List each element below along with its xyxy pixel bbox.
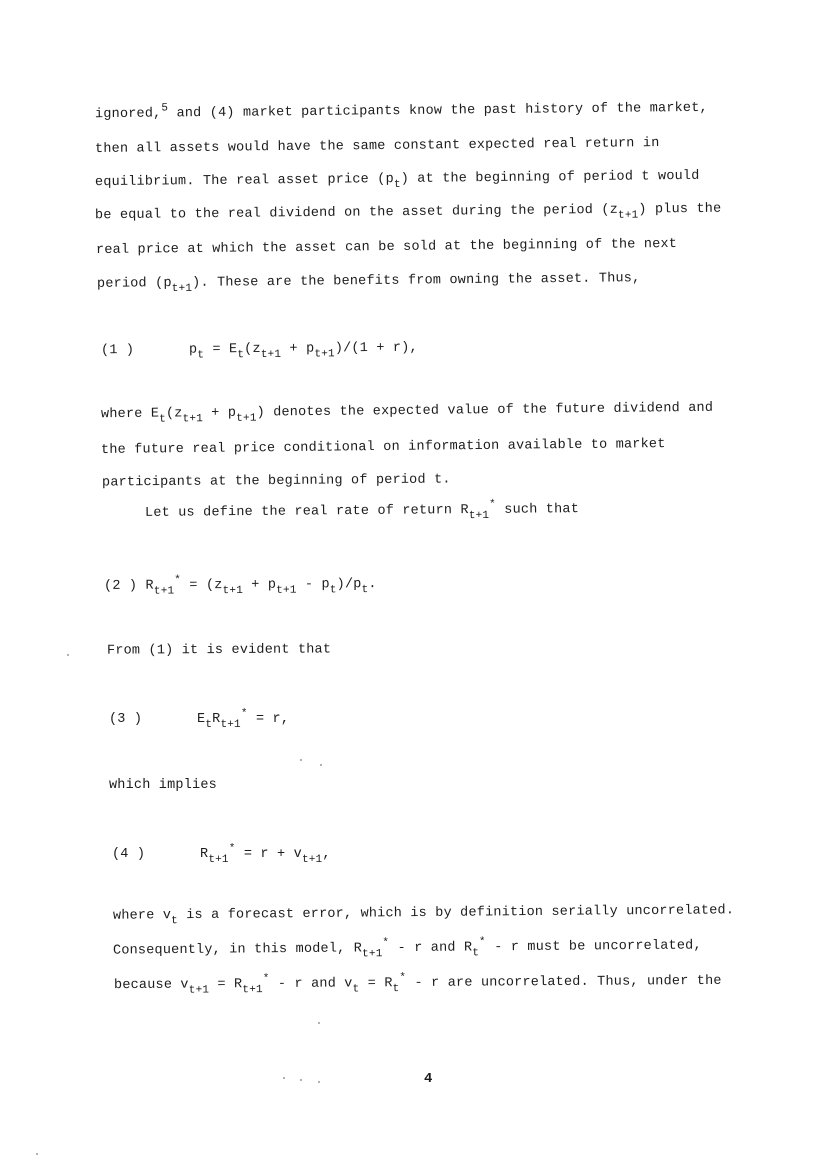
body-line	[144, 498, 580, 523]
body-line	[95, 136, 660, 157]
text: = (z	[181, 578, 223, 594]
superscript: *	[399, 972, 407, 985]
text: where v	[112, 908, 172, 924]
superscript: *	[382, 937, 390, 950]
superscript: *	[489, 498, 496, 511]
body-line	[102, 472, 451, 490]
text: = r + v	[235, 847, 302, 862]
text: R	[212, 712, 221, 727]
subscript: t	[392, 983, 400, 996]
scan-speck	[318, 1022, 320, 1024]
subscript: t	[237, 349, 245, 362]
text: - r must be uncorrelated,	[485, 938, 702, 956]
text: = R	[359, 976, 393, 992]
text: = r,	[247, 712, 290, 727]
subscript: t+1	[171, 282, 193, 296]
text: ) plus the	[638, 201, 722, 218]
text: period (p	[96, 276, 172, 292]
text: be equal to the real dividend on the asset during the period (z	[94, 202, 619, 224]
body-line	[95, 101, 708, 122]
scan-speck	[300, 1079, 302, 1081]
equation-number: (3 )	[109, 712, 143, 727]
text: - p	[296, 577, 330, 593]
text: = E	[204, 342, 238, 358]
superscript: *	[478, 936, 486, 949]
subscript: t+1	[314, 348, 335, 361]
text: ). These are the benefits from owning the asset. Thus,	[192, 271, 641, 291]
text: )/(1 + r),	[334, 340, 418, 357]
subscript: t+1	[362, 948, 383, 961]
text: .	[368, 577, 377, 593]
text: real price at which the asset can be sold at the beginning of the next	[95, 236, 678, 259]
subscript: t+1	[468, 509, 490, 523]
subscript: t+1	[242, 984, 263, 997]
equation-4	[112, 843, 331, 866]
text: E	[197, 712, 206, 727]
text: - r and v	[269, 976, 353, 993]
scan-speck	[36, 1153, 38, 1155]
scan-speck	[283, 1077, 285, 1079]
body-line	[112, 936, 702, 961]
subscript: t+1	[222, 584, 244, 598]
subscript: t	[329, 584, 337, 597]
text: the future real price conditional on information available to market	[100, 437, 666, 458]
subscript: t	[171, 915, 179, 928]
subscript: t	[472, 947, 480, 960]
body-line	[95, 202, 722, 224]
body-line	[101, 437, 666, 458]
equation-number: (4 )	[112, 847, 146, 862]
subscript: t+1	[220, 719, 241, 731]
equation-number: (1 )	[100, 343, 135, 359]
subscript: t+1	[617, 209, 639, 222]
body-line	[109, 778, 217, 793]
text: because v	[113, 977, 189, 994]
body-line	[107, 642, 331, 658]
subscript: t+1	[236, 412, 257, 425]
subscript: t+1	[182, 413, 204, 426]
subscript: t+1	[276, 584, 297, 597]
text: + p	[202, 405, 237, 422]
body-line	[95, 169, 700, 190]
text: is a forecast error, which is by definition serially uncorrelated.	[177, 903, 735, 924]
scan-speck	[300, 759, 302, 761]
text: then all assets would have the same constant expected real return in	[94, 136, 660, 157]
body-line	[96, 271, 641, 296]
scan-speck	[320, 764, 322, 766]
subscript: t+1	[153, 585, 175, 598]
footnote-marker: 5	[161, 102, 169, 115]
text: Consequently, in this model, R	[112, 941, 363, 959]
text: R	[200, 847, 209, 862]
text: + p	[281, 341, 315, 357]
text: where E	[100, 406, 160, 423]
body-line	[96, 237, 677, 258]
text: + p	[242, 577, 277, 593]
superscript: *	[240, 708, 248, 720]
text: = R	[209, 977, 243, 993]
subscript: t+1	[260, 348, 282, 361]
equation-2	[103, 574, 377, 598]
text: Let us define the real rate of return R	[144, 503, 469, 521]
text: ignored,	[94, 106, 162, 123]
text: ) denotes the expected value of the future dividend and	[256, 400, 714, 421]
subscript: t+1	[188, 984, 210, 997]
superscript: *	[262, 973, 270, 986]
page-number: 4	[424, 1071, 433, 1087]
text: R	[145, 578, 154, 594]
body-line	[112, 903, 735, 928]
scan-speck	[318, 1081, 320, 1083]
text: ,	[322, 847, 331, 862]
subscript: t	[352, 983, 360, 996]
subscript: t	[197, 349, 205, 362]
subscript: t	[361, 584, 369, 597]
subscript: t	[159, 413, 167, 426]
text: and (4) market participants know the past history of the market,	[168, 100, 708, 122]
superscript: *	[228, 843, 236, 855]
equation-3	[109, 708, 290, 731]
body-line	[100, 400, 714, 426]
text: which implies	[109, 778, 217, 793]
text: such that	[495, 502, 580, 518]
text: (z	[244, 341, 261, 358]
text: From (1) it is evident that	[106, 642, 332, 659]
text: equilibrium. The real asset price (p	[94, 172, 394, 191]
text: (z	[165, 406, 183, 422]
scan-speck	[67, 654, 69, 656]
text: )/p	[336, 577, 362, 593]
subscript: t+1	[208, 854, 229, 866]
equation-1	[100, 340, 418, 362]
equation-number: (2 )	[103, 578, 138, 594]
subscript: t+1	[301, 854, 323, 866]
text: ) at the beginning of period t would	[400, 168, 700, 187]
superscript: *	[174, 574, 182, 587]
subscript: t	[393, 178, 401, 192]
text: p	[188, 342, 198, 358]
subscript: t	[205, 719, 213, 731]
body-line	[113, 972, 722, 997]
text: - r are uncorrelated. Thus, under the	[406, 973, 722, 992]
text: - r and R	[389, 940, 473, 957]
text: participants at the beginning of period t.	[101, 472, 451, 491]
